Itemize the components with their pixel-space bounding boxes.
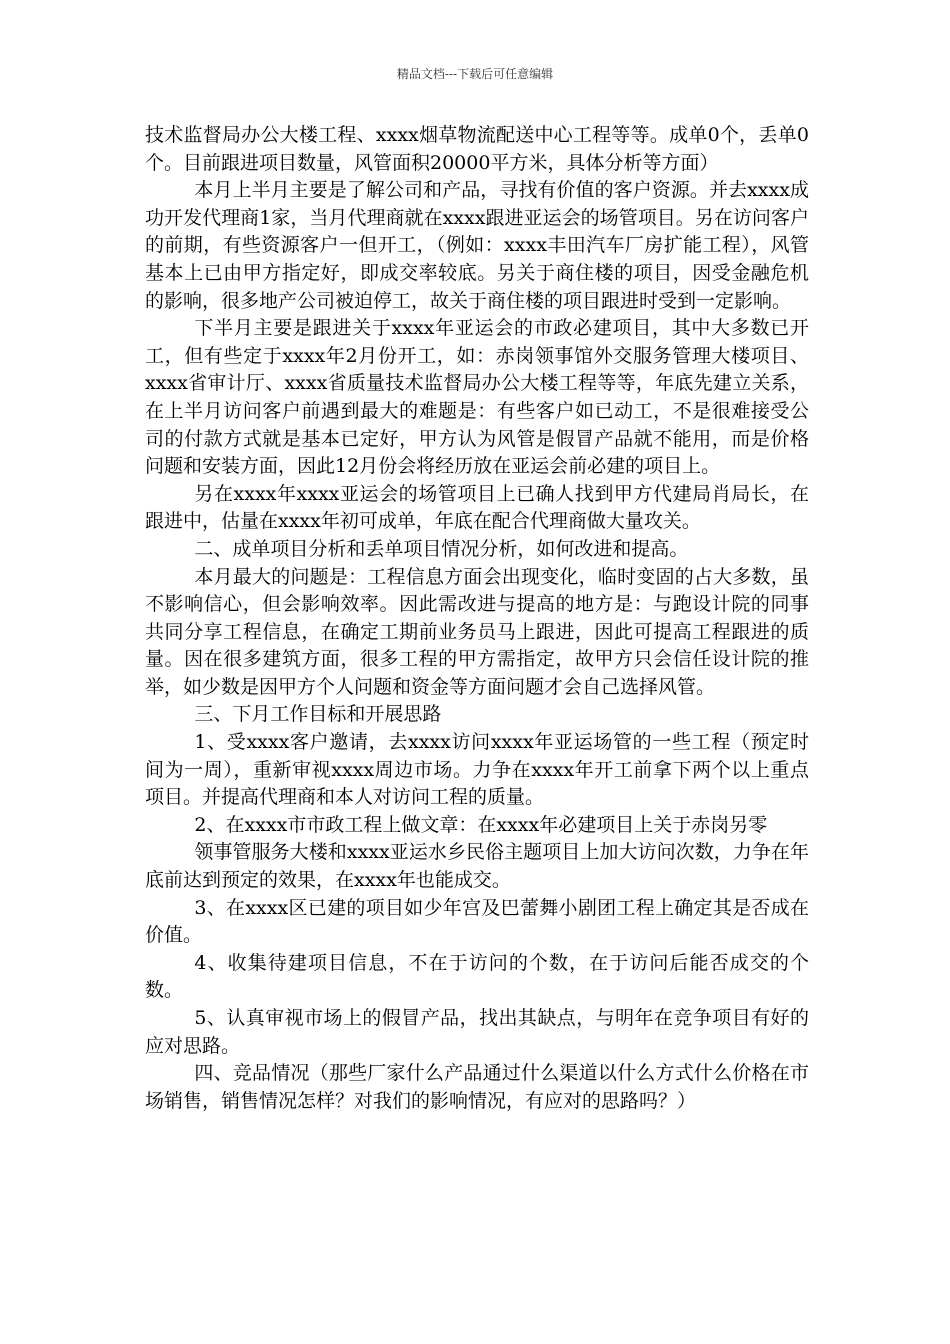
paragraph-4: 另在xxxx年xxxx亚运会的场管项目上已确人找到甲方代建局肖局长，在跟进中，估量在xxxx年初可成单，年底在配合代理商做大量攻关。 — [145, 482, 809, 533]
list-item-2: 2、在xxxx市市政工程上做文章：在xxxx年必建项目上关于赤岗另零 — [194, 813, 768, 836]
section-heading-2: 二、成单项目分析和丢单项目情况分析，如何改进和提高。 — [194, 537, 689, 560]
list-item-4: 4、收集待建项目信息，不在于访问的个数，在于访问后能否成交的个数。 — [145, 951, 809, 1002]
list-item-1: 1、受xxxx客户邀请，去xxxx访问xxxx年亚运场管的一些工程（预定时间为一周），重新审视xxxx周边市场。力争在xxxx年开工前拿下两个以上重点项目。并提高代理商和本人对访问工程的质量。 — [145, 731, 809, 809]
section-heading-3: 三、下月工作目标和开展思路 — [194, 703, 442, 726]
list-item-3: 3、在xxxx区已建的项目如少年宫及巴蕾舞小剧团工程上确定其是否成在价值。 — [145, 896, 809, 947]
page-header: 精品文档---下载后可任意编辑 — [396, 67, 554, 81]
section-heading-4: 四、竞品情况（那些厂家什么产品通过什么渠道以什么方式什么价格在市场销售，销售情况怎样？对我们的影响情况，有应对的思路吗？） — [145, 1062, 809, 1112]
paragraph-5: 本月最大的问题是：工程信息方面会出现变化，临时变固的占大多数，虽不影响信心，但会影响效率。因此需改进与提高的地方是：与跑设计院的同事共同分享工程信息，在确定工期前业务员马上跟进，因此可提高工程跟进的质量。因在很多建筑方面，很多工程的甲方需指定，故甲方只会信任设计院的推举，如少数是因甲方个人问题和资金等方面问题才会自己选择风管。 — [145, 565, 809, 698]
paragraph-2: 本月上半月主要是了解公司和产品，寻找有价值的客户资源。并去xxxx成功开发代理商1家，当月代理商就在xxxx跟进亚运会的场管项目。另在访问客户的前期，有些资源客户一但开工，（例如：xxxx丰田汽车厂房扩能工程），风管基本上已由甲方指定好，即成交率较底。另关于商住楼的项目，因受金融危机的影响，很多地产公司被迫停工，故关于商住楼的项目跟进时受到一定影响。 — [145, 179, 809, 312]
document-body — [145, 122, 809, 1115]
list-item-2-continued: 领事管服务大楼和xxxx亚运水乡民俗主题项目上加大访问次数，力争在年底前达到预定的效果，在xxxx年也能成交。 — [145, 841, 809, 892]
paragraph-3: 下半月主要是跟进关于xxxx年亚运会的市政必建项目，其中大多数已开工，但有些定于xxxx年2月份开工，如：赤岗领事馆外交服务管理大楼项目、xxxx省审计厅、xxxx省质量技术监督局办公大楼工程等等，年底先建立关系，在上半月访问客户前遇到最大的难题是：有些客户如已动工，不是很难接受公司的付款方式就是基本已定好，甲方认为风管是假冒产品就不能用，而是价格问题和安装方面，因此12月份会将经历放在亚运会前必建的项目上。 — [145, 317, 809, 478]
list-item-5: 5、认真审视市场上的假冒产品，找出其缺点，与明年在竞争项目有好的应对思路。 — [145, 1007, 809, 1057]
paragraph-1: 技术监督局办公大楼工程、xxxx烟草物流配送中心工程等等。成单0个，丢单0个。目前跟进项目数量，风管面积20000平方米，具体分析等方面） — [145, 124, 809, 174]
